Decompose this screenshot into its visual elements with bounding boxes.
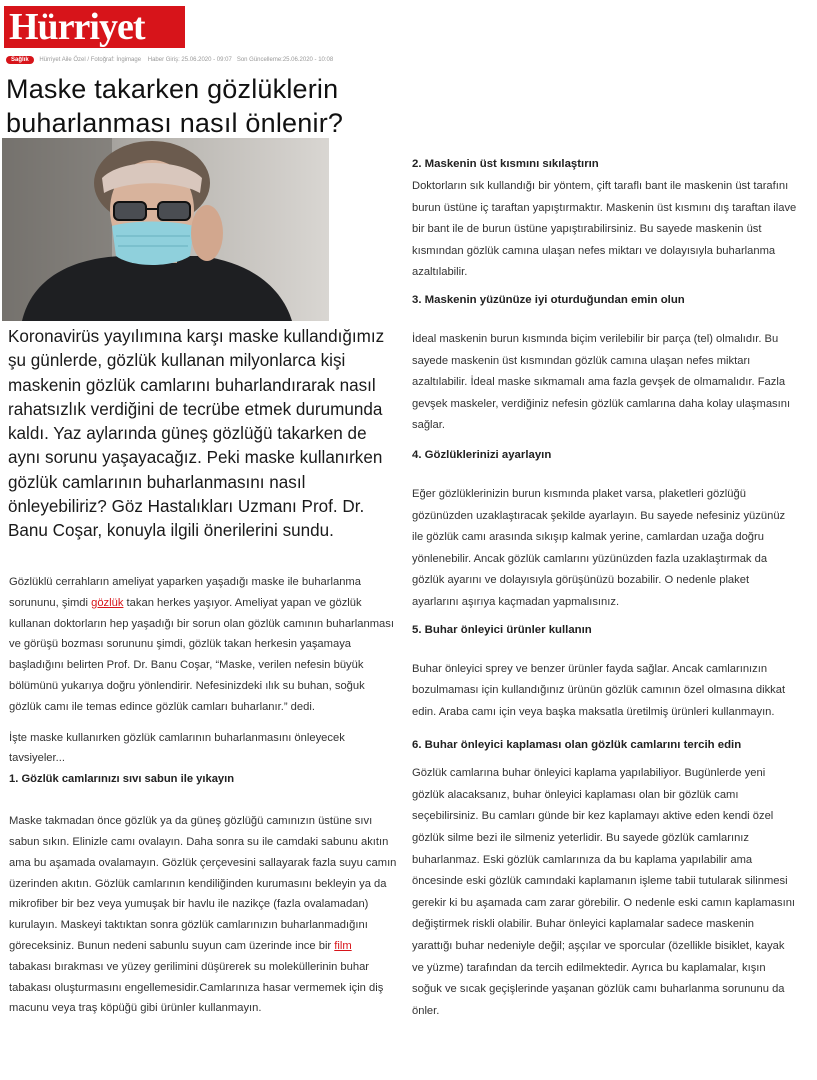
intro-paragraph: Gözlüklü cerrahların ameliyat yaparken yaşadığı maske ile buharlanma sorununu, şimdi gözlük takan herkes yaşıyor. Ameliyat yapan ve gözlük kullanan doktorların hep yaşadığı bir sorun olan gözlük camının buharlanması ve görüşü bozması sorununu şimdi, gözlük takan herkesin yaşamaya başladığını belirten Prof. Dr. Banu Coşar, “Maske, verilen nefesin büyük bölümünü yukarıya doğru yönlendirir. Nefesinizdeki ılık su buhan, soğuk gözlük camı ile temas edince gözlük camları buharlanır.” dedi. bbox=[9, 576, 394, 713]
tip-6-title: 6. Buhar önleyici kaplaması olan gözlük camlarını tercih edin bbox=[412, 739, 742, 752]
hurriyet-logo[interactable] bbox=[4, 2, 185, 48]
category-badge[interactable]: Sağlık bbox=[6, 56, 34, 64]
film-link[interactable]: film bbox=[334, 939, 352, 952]
source-credit: Hürriyet Aile Özel / Fotoğraf: İngimage bbox=[39, 57, 142, 63]
updated-date: Son Güncelleme:25.06.2020 - 10:08 bbox=[236, 57, 334, 63]
article-photo bbox=[2, 138, 329, 321]
right-column bbox=[412, 154, 797, 1022]
page-title: Maske takarken gözlüklerin buharlanması nasıl önlenir? bbox=[6, 74, 344, 138]
tips-intro: İşte maske kullanırken gözlük camlarının buharlanmasını önleyecek tavsiyeler... bbox=[9, 731, 345, 765]
left-column bbox=[9, 572, 397, 1019]
tip-3-text: İdeal maskenin burun kısmında biçim verilebilir bir parça (tel) olmalıdır. Bu sayede maskenin üst kısmından gözlük camına ulaşan nefes miktarı azaltılabilir. İdeal maske sıkmamalı ama fazla gevşek de olmamalıdır. Fazla gevşek maskeler, verdiğiniz nefesin gözlük camlarına daha kolay ulaşmasını sağlar. bbox=[412, 332, 791, 432]
tip-5-title: 5. Buhar önleyici ürünler kullanın bbox=[412, 623, 592, 636]
tip-2-title: 2. Maskenin üst kısmını sıkılaştırın bbox=[412, 158, 599, 170]
published-date: Haber Giriş: 25.06.2020 - 09:07 bbox=[147, 57, 232, 63]
tip-5-text: Buhar önleyici sprey ve benzer ürünler fayda sağlar. Ancak camlarınızın bozulmaması için kullandığınız ürünün gözlük camının özel olmasına dikkat edin. Araba camı için veya başka maksatla üretilmiş ürünleri kullanmayın. bbox=[412, 662, 786, 718]
svg-text:Hürriyet: Hürriyet bbox=[9, 6, 145, 48]
tip-4-title: 4. Gözlüklerinizi ayarlayın bbox=[412, 448, 552, 461]
article-lead: Koronavirüs yayılımına karşı maske kullandığımız şu günlerde, gözlük kullanan milyonlarca kişi maskenin gözlük camlarını buharlandırarak nasıl rahatsızlık verdiğini de tecrübe etmek durumunda kaldı. Yaz aylarında güneş gözlüğü takarken de aynı sorunu yaşayacağız. Peki maske kullanırken gözlük camlarının buharlanmasını nasıl önleyebiliriz? Göz Hastalıkları Uzmanı Prof. Dr. Banu Coşar, konuyla ilgili önerilerini sundu. bbox=[8, 327, 385, 541]
tip-2-text: Doktorların sık kullandığı bir yöntem, çift taraflı bant ile maskenin üst tarafını burun üstüne iç taraftan yapıştırmaktır. Maskenin üst kısmını dış taraftan ilave bir bant ile de burun üstüne yapıştırabilirsiniz. Bu sayede maskenin üst kısmından gözlük camına ulaşan nefes miktarı ve dolayısıyla buharlanma azaltılabilir. bbox=[412, 180, 797, 279]
tip-4-text: Eğer gözlüklerinizin burun kısmında plaket varsa, plaketleri gözlüğü gözünüzden uzaklaştıracak şekilde ayarlayın. Bu sayede nefesiniz yüzünüz ile gözlük camı arasında sıkışıp kalmak yerine, camlardan uzağa doğru yönlenebilir. Ancak gözlük camlarını yüzünüzden fazla uzaklaştırmak da gözlük ayarını ve dolayısıyla görüşünüzü bozabilir. O nedenle plaket ayarlarını aşırıya kaçmadan yapmalısınız. bbox=[412, 487, 786, 608]
article-meta bbox=[6, 56, 338, 70]
tip-3-title: 3. Maskenin yüzünüze iyi oturduğundan emin olun bbox=[412, 293, 685, 306]
tip-6-text: Gözlük camlarına buhar önleyici kaplama yapılabiliyor. Bugünlerde yeni gözlük alacaksanız, buhar önleyici kaplaması olan bir gözlük camı seçebilirsiniz. Bu camları günde bir kez kaplamayı aktive eden kendi özel gözlük silme bezi ile silmeniz yeterlidir. Bu sayede gözlük camlarınız buharlanmaz. Eski gözlük camlarınıza da bu kaplama yapılabilir ama öncesinde eski gözlük camındaki kaplamanın işleme tabii tutularak silinmesi gerekir ki bu aşamada cam zarar görebilir. O nedenle eski camın kaplamasını değiştirmek riskli olabilir. Buhar önleyici kaplamalar sadece maskenin yarattığı buhar nedeniyle değil; aşçılar ve sporcular (özellikle bisiklet, kayak ve yüzme) tarafından da tercih edilmektedir. Ayrıca bu kaplamalar, kışın soğuk ve sıcak geçişlerinde yaşanan gözlük camı buharlanma sorununu da önler. bbox=[412, 767, 796, 1017]
tip-1-text: Maske takmadan önce gözlük ya da güneş gözlüğü camınızın üstüne sıvı sabun sıkın. Elinizle camı ovalayın. Daha sonra su ile camdaki sabunu akıtın ama bu aşamada ovalamayın. Gözlük çerçevesini sallayarak fazla suyu camın üzerinden akıtın. Gözlük camlarının kendiliğinden kurumasını bekleyin ya da mikrofiber bir bez veya yumuşak bir havlu ile nazikçe (fazla ovalamadan) kurulayın. Maskeyi taktıktan sonra gözlük camlarınızın buharlanmadığını göreceksiniz. Bunun nedeni sabunlu suyun cam üzerinde ince bir film tabakası bırakması ve yüzey gerilimini düşürerek su moleküllerinin buhar tabakası oluşturmasını engellemesidir.Camlarınıza hasar vermemek için diş macunu veya traş köpüğü gibi ürünler kullanmayın. bbox=[9, 815, 397, 1015]
tip-1-title: 1. Gözlük camlarınızı sıvı sabun ile yıkayın bbox=[9, 773, 235, 786]
gozluk-link[interactable]: gözlük bbox=[91, 596, 124, 609]
